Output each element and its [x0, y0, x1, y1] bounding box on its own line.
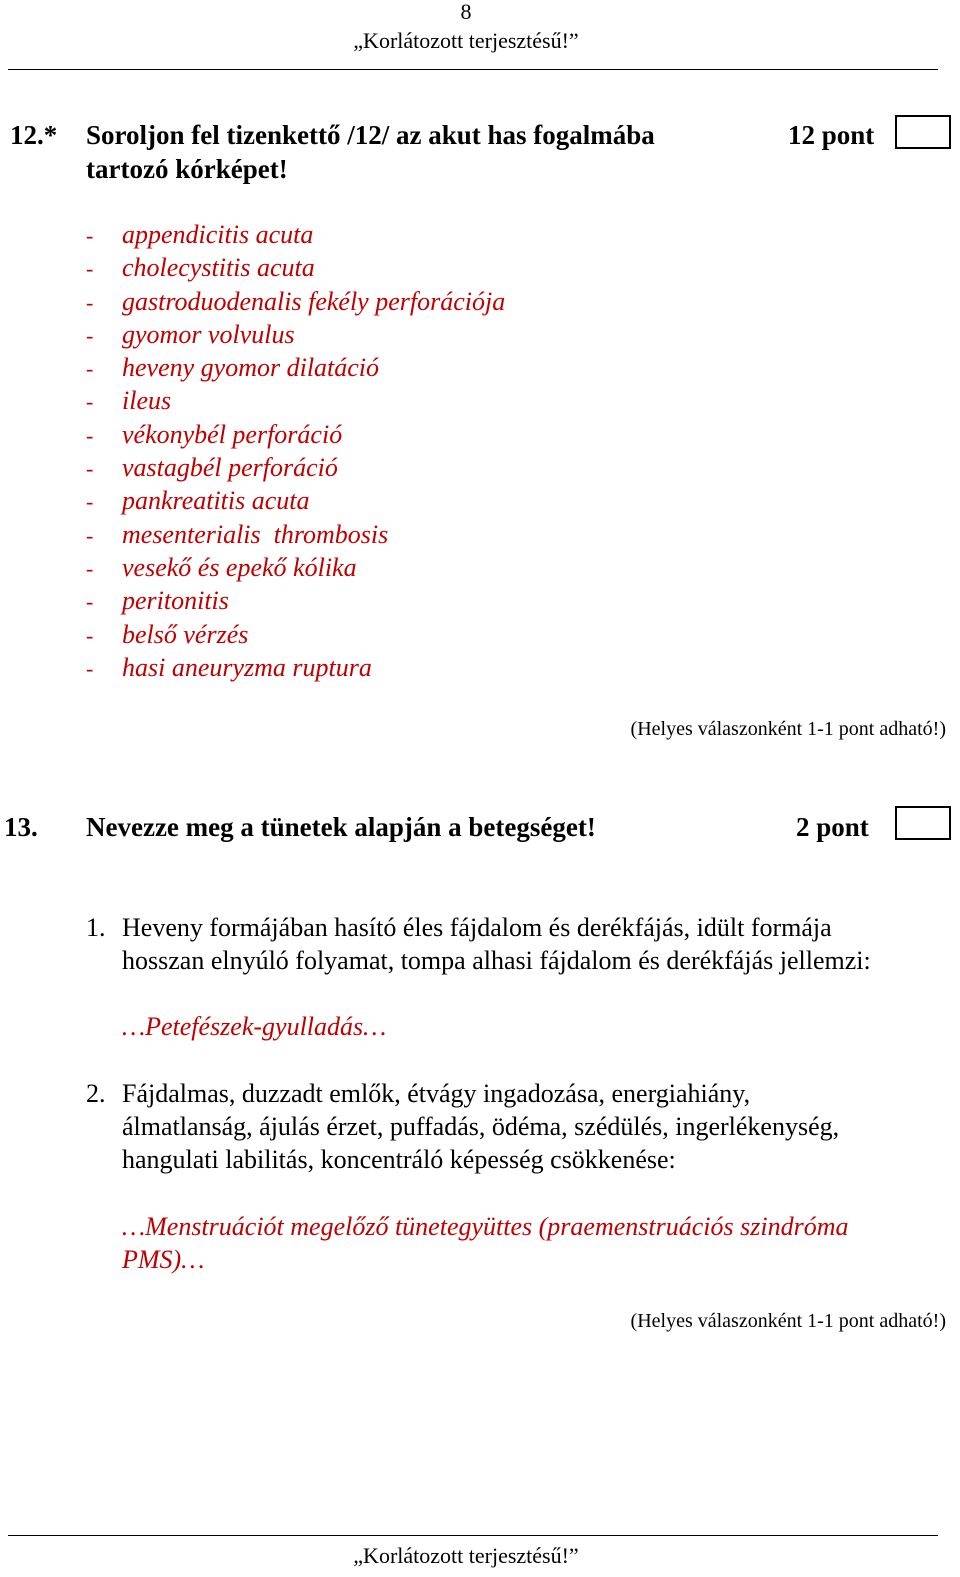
answer-text: peritonitis	[122, 586, 229, 616]
list-dash: -	[86, 655, 94, 681]
list-dash: -	[86, 223, 94, 248]
page-number: 8	[460, 0, 472, 24]
list-item	[86, 251, 505, 284]
answer-text: vastagbél perforáció	[122, 453, 338, 483]
list-item	[86, 518, 505, 551]
q13-text: Nevezze meg a tünetek alapján a betegséget!	[86, 812, 596, 842]
item-text-line1: Fájdalmas, duzzadt emlők, étvágy ingadozása, energiahiány,	[122, 1079, 751, 1108]
list-item	[86, 551, 505, 584]
list-item	[86, 285, 505, 318]
q12-number: 12.*	[10, 120, 58, 150]
list-item	[86, 318, 505, 351]
q12-text-line2: tartozó kórképet!	[86, 154, 288, 184]
list-dash: -	[86, 389, 94, 415]
item-number: 2.	[86, 1079, 106, 1108]
answer-text: heveny gyomor dilatáció	[122, 353, 380, 383]
list-dash: -	[86, 456, 94, 482]
list-item	[86, 218, 505, 251]
q12-answer-list	[86, 218, 505, 684]
list-dash: -	[86, 322, 94, 348]
answer-text: gastroduodenalis fekély perforációja	[122, 286, 506, 316]
answer-text: appendicitis acuta	[122, 220, 314, 249]
answer-text: ileus	[122, 386, 172, 416]
item-text-line2: hosszan elnyúló folyamat, tompa alhasi fájdalom és derékfájás jellemzi:	[122, 946, 871, 975]
list-item	[86, 451, 505, 484]
list-dash: -	[86, 522, 94, 548]
answer-text: vékonybél perforáció	[122, 419, 343, 449]
list-item	[86, 351, 505, 384]
q13-item-1-answer: …Petefészek-gyulladás…	[122, 1012, 387, 1041]
q13-scoring-note: (Helyes válaszonként 1-1 pont adható!)	[630, 1310, 946, 1332]
answer-text: pankreatitis acuta	[122, 486, 310, 516]
list-dash: -	[86, 589, 94, 615]
item-text-line2: álmatlanság, ájulás érzet, puffadás, ödéma, szédülés, ingerlékenység,	[122, 1112, 840, 1141]
list-dash: -	[86, 422, 94, 448]
answer-text: hasi aneuryzma ruptura	[122, 652, 372, 682]
q12-points: 12 pont	[788, 120, 875, 150]
q13-score-box[interactable]	[895, 806, 951, 840]
footer-restriction: „Korlátozott terjesztésű!”	[353, 1543, 579, 1568]
list-item	[86, 418, 505, 451]
list-item	[86, 484, 505, 517]
list-item	[86, 651, 505, 684]
q13-item-1	[86, 911, 956, 981]
list-dash: -	[86, 289, 94, 315]
header-divider	[8, 69, 938, 70]
list-dash: -	[86, 489, 94, 515]
q13-item-2-answer-line1: …Menstruációt megelőző tünetegyüttes (praemenstruációs szindróma	[122, 1212, 849, 1241]
list-dash: -	[86, 622, 94, 648]
item-number: 1.	[86, 913, 106, 942]
answer-text: mesenterialis thrombosis	[122, 519, 389, 549]
list-dash: -	[86, 555, 94, 581]
q13-points: 2 pont	[796, 812, 869, 842]
answer-text: gyomor volvulus	[122, 319, 295, 349]
answer-text: belső vérzés	[122, 619, 249, 649]
list-item	[86, 384, 505, 417]
footer-divider	[8, 1535, 938, 1536]
header-restriction: „Korlátozott terjesztésű!”	[353, 28, 579, 53]
answer-text: cholecystitis acuta	[122, 253, 315, 283]
list-item	[86, 618, 505, 651]
item-text-line1: Heveny formájában hasító éles fájdalom és derékfájás, idült formája	[122, 913, 832, 942]
q13-item-2	[86, 1077, 956, 1177]
list-dash: -	[86, 256, 94, 282]
q12-score-box[interactable]	[895, 115, 951, 149]
item-text-line3: hangulati labilitás, koncentráló képesség csökkenése:	[122, 1145, 676, 1174]
q12-text-line1: Soroljon fel tizenkettő /12/ az akut has fogalmába	[86, 120, 655, 150]
list-dash: -	[86, 356, 94, 382]
list-item	[86, 584, 505, 617]
answer-text: vesekő és epekő kólika	[122, 552, 357, 582]
q13-item-2-answer-line2: PMS)…	[122, 1245, 205, 1274]
q12-scoring-note: (Helyes válaszonként 1-1 pont adható!)	[630, 718, 946, 740]
q13-number: 13.	[4, 812, 38, 842]
